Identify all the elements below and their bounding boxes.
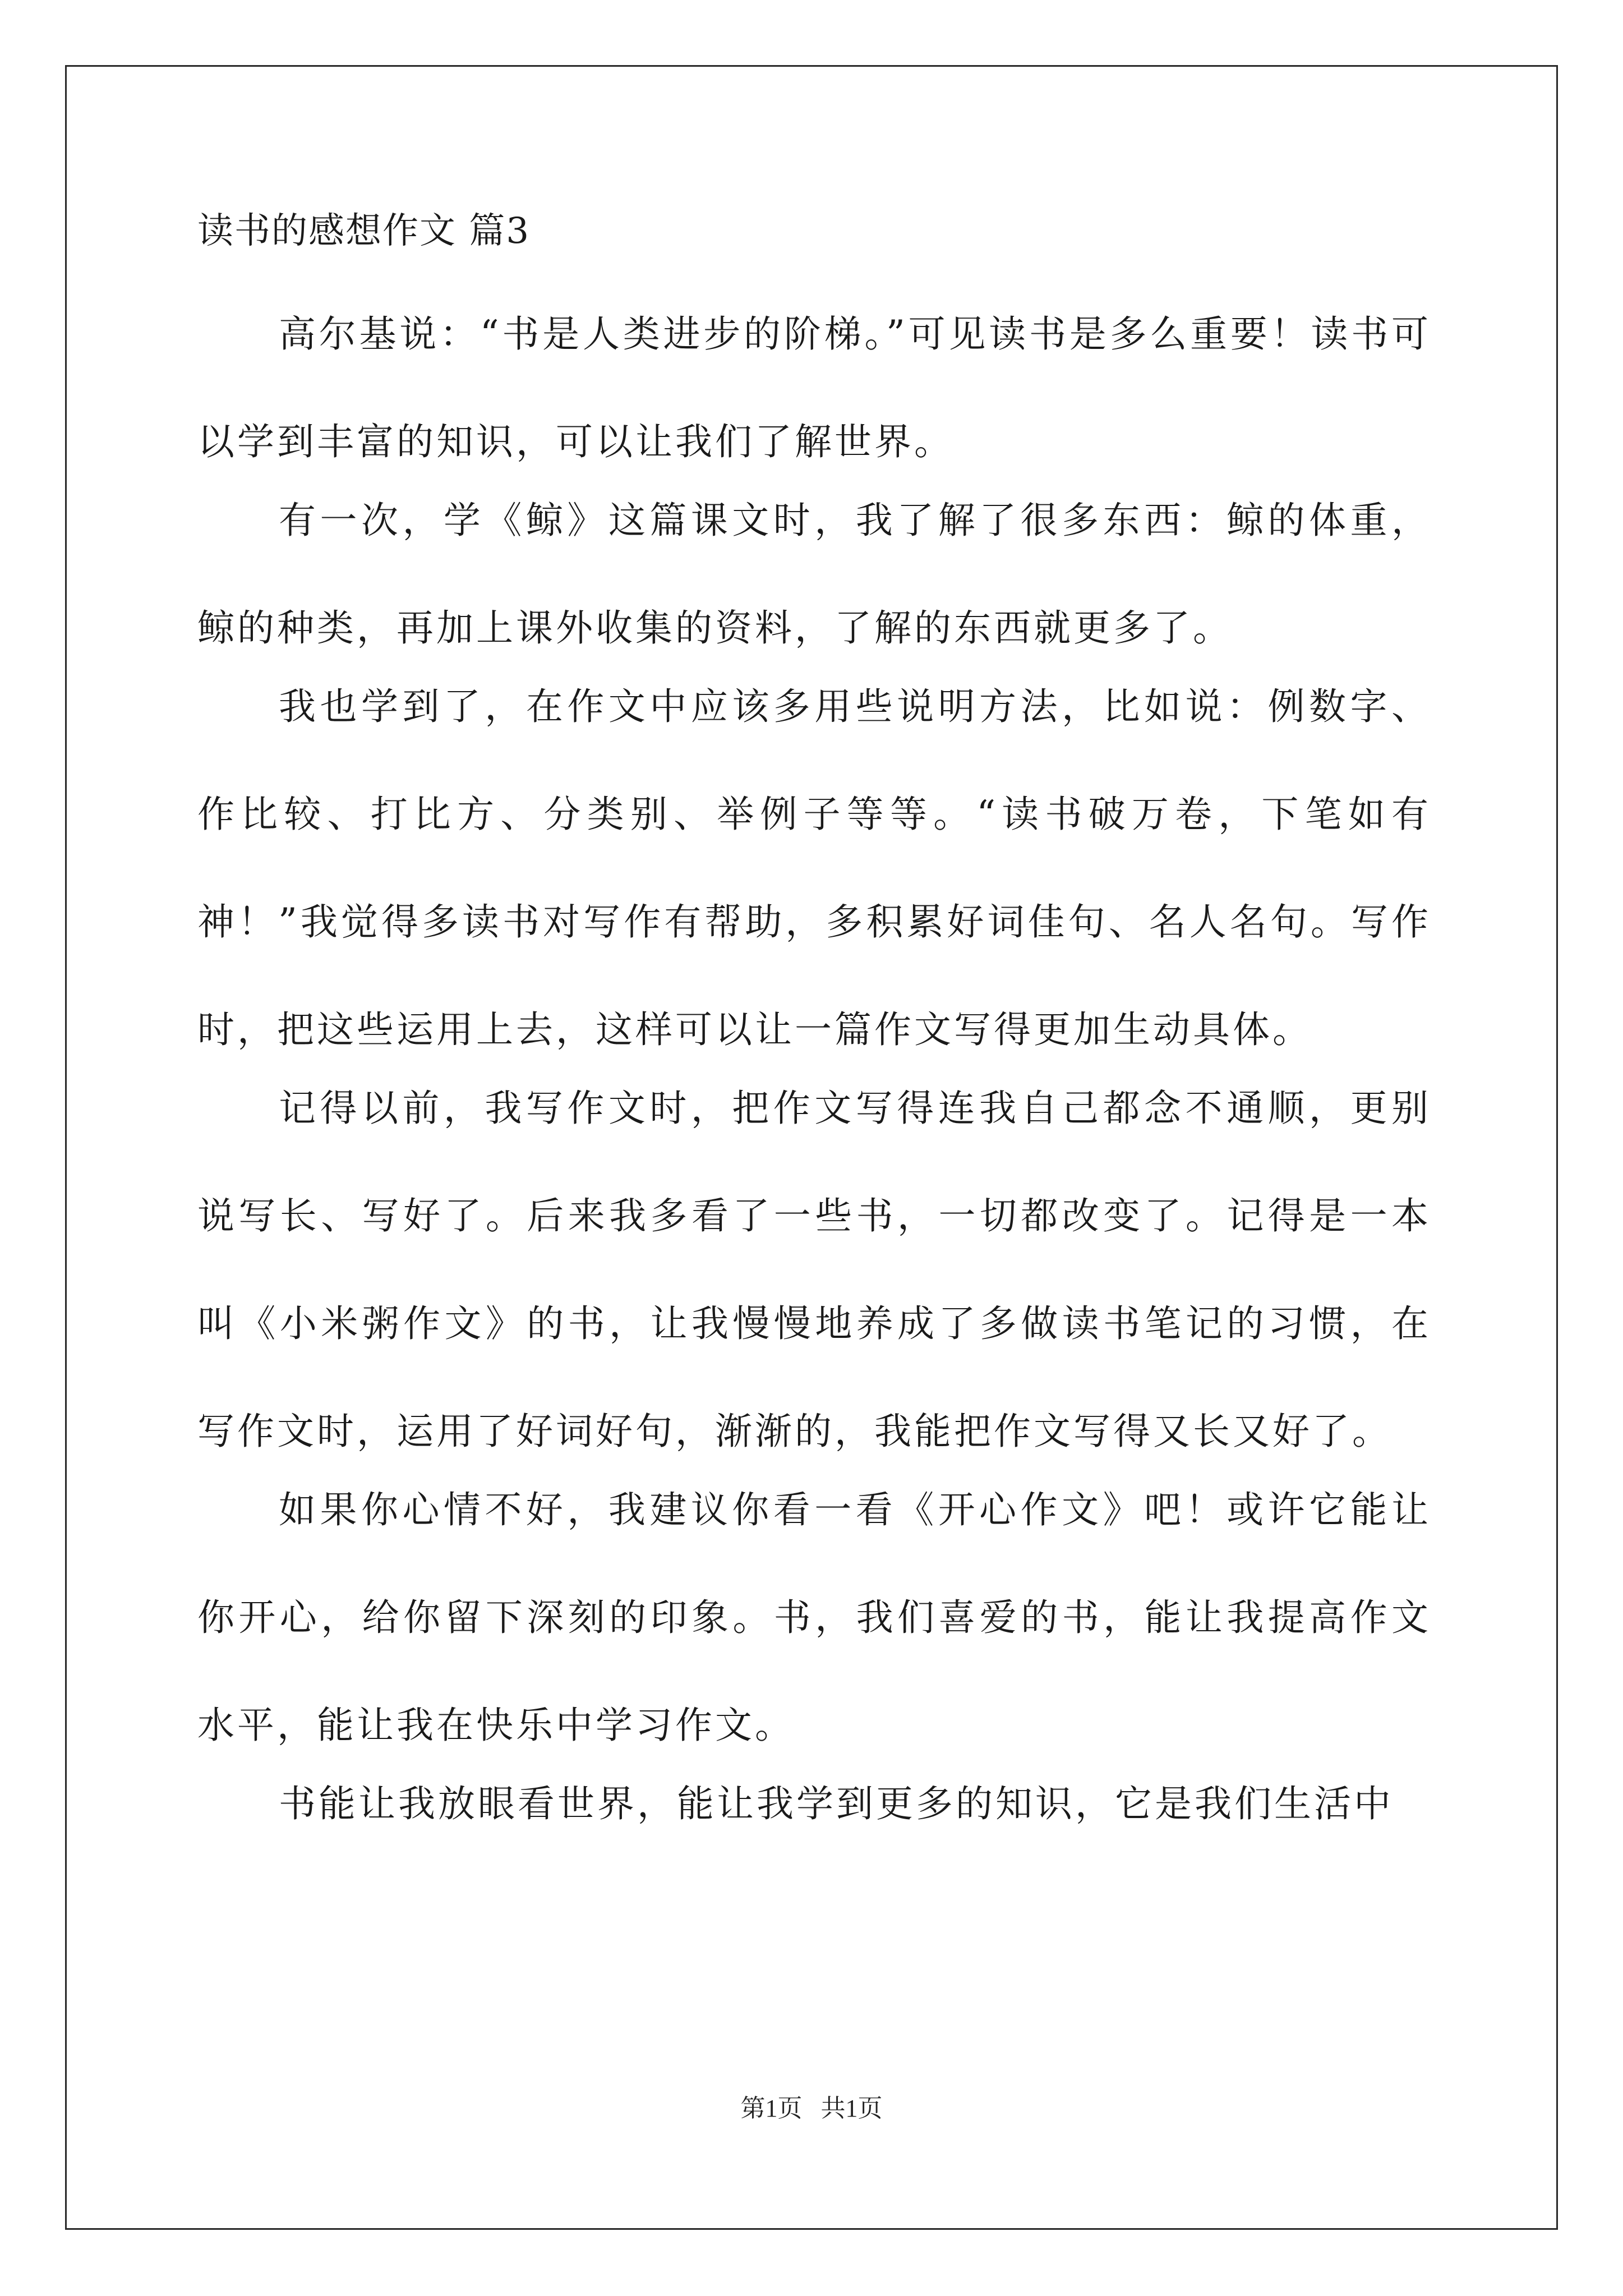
paragraph-4: 记得以前，我写作文时，把作文写得连我自己都念不通顺，更别说写长、写好了。后来我多看了一些书，一切都改变了。记得是一本叫《小米粥作文》的书，让我慢慢地养成了多做读书笔记的习惯，在写作文时，运用了好词好句，渐渐的，我能把作文写得又长又好了。	[197, 1087, 1431, 1453]
paragraph-1: 高尔基说：“书是人类进步的阶梯。”可见读书是多么重要！读书可以学到丰富的知识，可以让我们了解世界。	[197, 312, 1431, 463]
paragraph-5: 如果你心情不好，我建议你看一看《开心作文》吧！或许它能让你开心，给你留下深刻的印象。书，我们喜爱的书，能让我提高作文水平，能让我在快乐中学习作文。	[197, 1488, 1431, 1747]
paragraph-2: 有一次，学《鲸》这篇课文时，我了解了很多东西：鲸的体重，鲸的种类，再加上课外收集的资料，了解的东西就更多了。	[197, 499, 1431, 650]
document-title: 读书的感想作文 篇3	[197, 210, 531, 252]
page-number-footer: 第1页 共1页	[740, 2095, 883, 2122]
document-body	[197, 210, 1431, 1858]
paragraph-6: 书能让我放眼看世界，能让我学到更多的知识，它是我们生活中	[279, 1782, 1394, 1825]
paragraph-3: 我也学到了，在作文中应该多用些说明方法，比如说：例数字、作比较、打比方、分类别、举例子等等。“读书破万卷，下笔如有神！”我觉得多读书对写作有帮助，多积累好词佳句、名人名句。写作时，把这些运用上去，这样可以让一篇作文写得更加生动具体。	[197, 685, 1431, 1051]
